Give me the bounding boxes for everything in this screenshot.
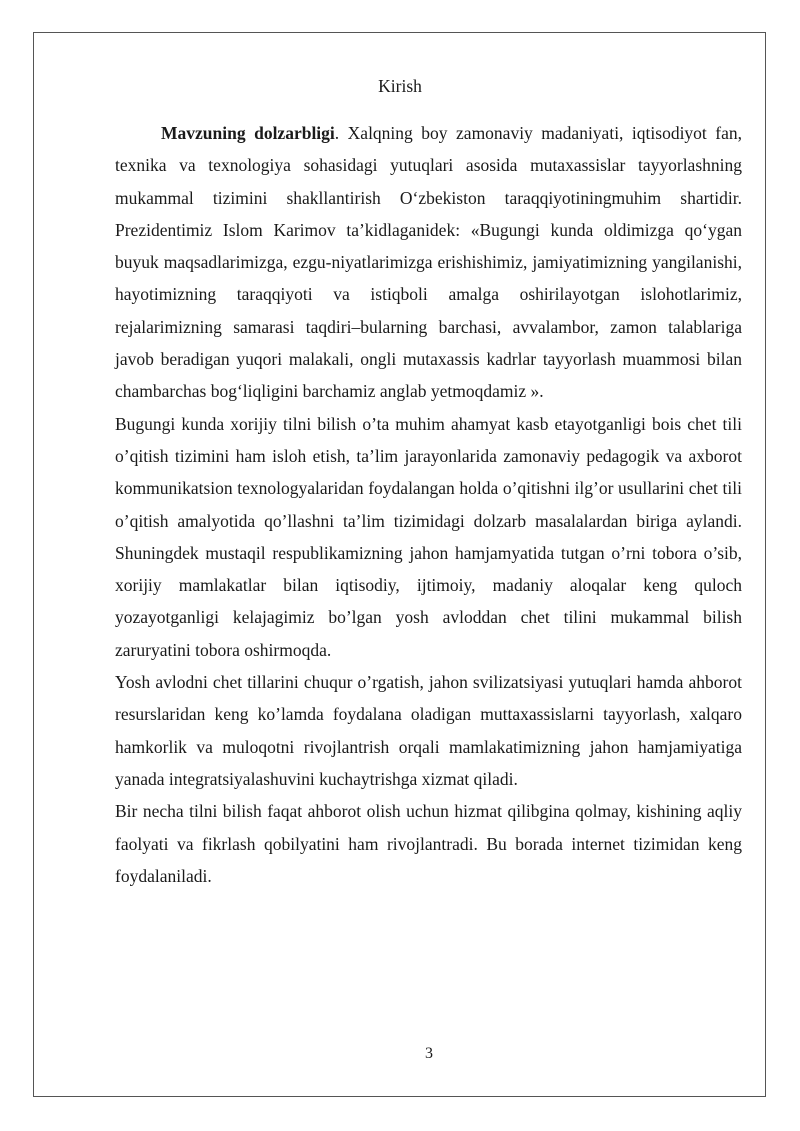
page-number: 3 <box>425 1045 433 1062</box>
paragraph-text: . Xalqning boy zamonaviy madaniyati, iqtisodiyot fan, texnika va texnologiya sohasidagi yutuqlari asosida mutaxassislar tayyorlashning mukammal tizimini shakllantirish O‘zbekiston taraqqiyotiningmuhim shartidir. Prezidentimiz Islom Karimov ta’kidlaganidek: «Bugungi kunda oldimizga qo‘ygan buyuk maqsadlarimizga, ezgu-niyatlarimizga erishishimiz, jamiyatimizning yangilanishi, hayotimizning taraqqiyoti va istiqboli amalga oshirilayotgan islohotlarimiz, rejalarimizning samarasi taqdiri–bularning barchasi, avvalambor, zamon talablariga javob beradigan yuqori malakali, ongli mutaxassis kadrlar tayyorlash muammosi bilan chambarchas bog‘liqligini barchamiz anglab yetmoqdamiz ». <box>115 123 743 402</box>
document-body <box>115 117 742 892</box>
page-title: Kirish <box>378 76 422 96</box>
paragraph-lead-heading: Mavzuning dolzarbligi <box>161 123 335 143</box>
paragraph-young-generation: Yosh avlodni chet tillarini chuqur o’rgatish, jahon svilizatsiyasi yutuqlari hamda ahborot resurslaridan keng ko’lamda foydalana oladigan muttaxassislarni tayyorlash, xalqaro hamkorlik va muloqotni rivojlantrish orqali mamlakatimizning jahon hamjamiyatiga yanada integratsiyalashuvini kuchaytrishga xizmat qiladi. <box>115 672 742 789</box>
paragraph-relevance <box>115 117 742 408</box>
paragraph-foreign-language: Bugungi kunda xorijiy tilni bilish o’ta muhim ahamyat kasb etayotganligi bois chet tili o’qitish tizimini ham isloh etish, ta’lim jarayonlarida zamonaviy pedagogik va axborot kommunikatsion texnologyalaridan foydalangan holda o’qitishni ilg’or usullarini chet tili o’qitish amalyotida qo’llashni ta’lim tizimidagi dolzarb masalalardan biriga aylandi. Shuningdek mustaqil respublikamizning jahon hamjamyatida tutgan o’rni tobora o’sib, xorijiy mamlakatlar bilan iqtisodiy, ijtimoiy, madaniy aloqalar keng quloch yozayotganligi kelajagimiz bo’lgan yosh avloddan chet tilini mukammal bilish zaruryatini tobora oshirmoqda. <box>115 413 742 660</box>
paragraph-multilingual: Bir necha tilni bilish faqat ahborot olish uchun hizmat qilibgina qolmay, kishining aqliy faolyati va fikrlash qobilyatini ham rivojlantradi. Bu borada internet tizimidan keng foydalaniladi. <box>115 801 742 886</box>
